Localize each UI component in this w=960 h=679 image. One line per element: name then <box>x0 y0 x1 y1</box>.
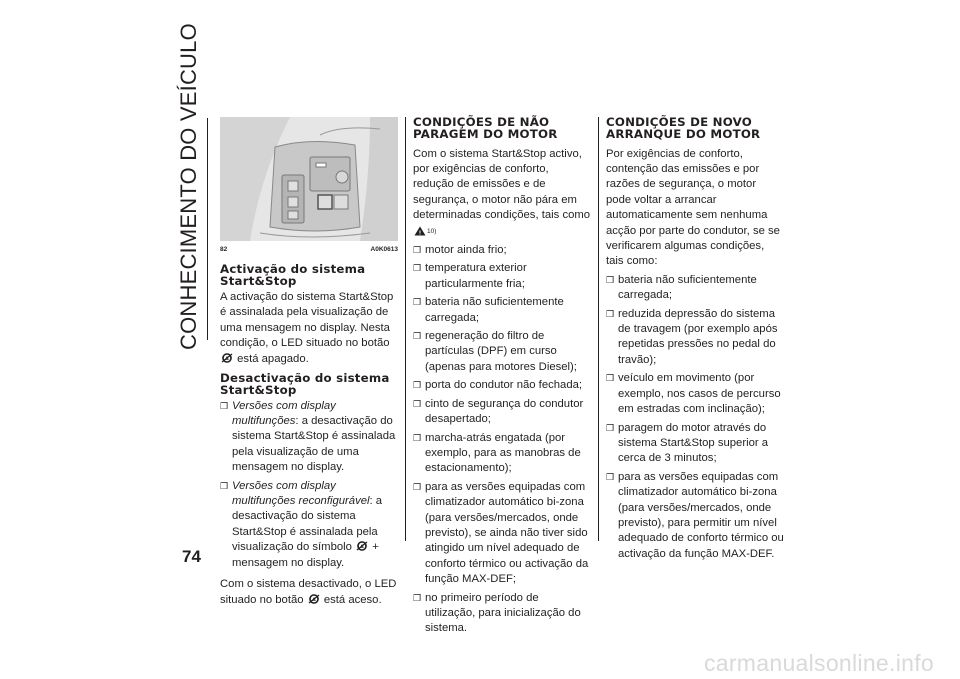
dashboard-figure <box>220 117 398 241</box>
figure-number: 82 <box>220 246 228 253</box>
checkbox-bullet-icon: ❒ <box>413 297 422 308</box>
section-title: CONHECIMENTO DO VEÍCULO <box>176 23 201 350</box>
list-item: ❒ paragem do motor através do sistema Start&Stop superior a cerca de 3 minutos; <box>606 421 769 465</box>
checkbox-bullet-icon: ❒ <box>220 480 229 491</box>
figure-code: A0K0613 <box>370 246 398 253</box>
svg-text:A: A <box>360 545 364 551</box>
checkbox-bullet-icon: ❒ <box>413 331 422 342</box>
list-item: ❒ temperatura exterior particularmente fria; <box>413 262 527 290</box>
list-item: ❒ regeneração do filtro de partículas (DPF) em curso (apenas para motores Diesel); <box>413 330 577 373</box>
list-item: ❒ motor ainda frio; <box>413 243 591 258</box>
checkbox-bullet-icon: ❒ <box>413 380 422 391</box>
warning-triangle-icon <box>414 226 426 236</box>
list-item: ❒ reduzida depressão do sistema de travagem (por exemplo após repetidas pressões no pedal do travão); <box>606 307 778 366</box>
column-1 <box>220 117 398 611</box>
paragraph-deactivated: Com o sistema desactivado, o LED situado no botão A está aceso. <box>220 578 397 606</box>
column-divider <box>598 117 599 541</box>
list-item: ❒ porta do condutor não fechada; <box>413 378 591 393</box>
list-item: ❒ Versões com display multifunções: a desactivação do sistema Start&Stop é assinalada pela visualização de uma mensagem no display. <box>220 399 396 474</box>
deactivation-list <box>220 399 398 571</box>
checkbox-bullet-icon: ❒ <box>606 373 615 384</box>
list-item: ❒ veículo em movimento (por exemplo, nos casos de percurso em estradas com inclinação); <box>606 372 781 416</box>
paragraph-no-stop-intro: Com o sistema Start&Stop activo, por exigências de conforto, redução de emissões e de segurança, o motor não pára em determinadas condições, tais como ! 10) <box>413 147 591 236</box>
checkbox-bullet-icon: ❒ <box>606 274 615 285</box>
list-item: ❒ bateria não suficientemente carregada; <box>606 273 757 302</box>
checkbox-bullet-icon: ❒ <box>413 592 422 603</box>
checkbox-bullet-icon: ❒ <box>413 432 422 443</box>
list-item: ❒ Versões com display multifunções reconfigurável: a desactivação do sistema Start&Stop é assinalada pela visualização do símbolo A + mensagem no display. <box>220 479 383 569</box>
start-stop-button-icon <box>308 594 320 604</box>
reference-number: 10) <box>427 227 437 235</box>
list-item: ❒ no primeiro período de utilização, para inicialização do sistema. <box>413 591 581 635</box>
list-item: ❒ cinto de segurança do condutor desapertado; <box>413 397 584 426</box>
svg-text:!: ! <box>418 230 422 236</box>
heading-activation: Activação do sistema Start&Stop <box>220 262 366 289</box>
svg-text:A: A <box>311 597 316 603</box>
console-illustration <box>220 117 398 241</box>
heading-no-stop-conditions: CONDIÇÕES DE NÃO PARAGEM DO MOTOR <box>413 115 558 141</box>
figure-caption <box>220 242 398 257</box>
column-3 <box>606 117 784 565</box>
list-item: ❒ para as versões equipadas com climatizador automático bi-zona (para versões/mercados, onde previsto), se ainda não tiver sido atingido um nível adequado de conforto térmico ou activação da função MAX-DEF; <box>413 480 589 586</box>
checkbox-bullet-icon: ❒ <box>413 245 422 256</box>
list-item: ❒ marcha-atrás engatada (por exemplo, para as manobras de estacionamento); <box>413 431 581 475</box>
page-number: 74 <box>182 547 201 566</box>
paragraph-restart-intro: Por exigências de conforto, contenção das emissões e por razões de segurança, o motor pode voltar a arrancar automaticamente sem nenhuma acção por parte do condutor, se se verificarem algumas condições, tais como: <box>606 147 780 268</box>
heading-deactivation: Desactivação do sistema Start&Stop <box>220 371 390 397</box>
no-stop-list <box>413 243 591 637</box>
checkbox-bullet-icon: ❒ <box>413 481 422 492</box>
checkbox-bullet-icon: ❒ <box>606 471 615 482</box>
paragraph-activation: A activação do sistema Start&Stop é assinalada pela visualização de uma mensagem no display. Nesta condição, o LED situado no botão A está apagado. <box>220 291 394 365</box>
heading-restart-conditions: CONDIÇÕES DE NOVO ARRANQUE DO MOTOR <box>606 115 761 141</box>
list-item: ❒ para as versões equipadas com climatizador automático bi-zona (para versões/mercados, onde previsto), para permitir um nível adequado de conforto térmico ou activação da função MAX-DEF. <box>606 470 784 560</box>
start-stop-button-icon <box>356 541 368 551</box>
column-divider <box>405 117 406 541</box>
start-stop-button-icon <box>221 353 233 363</box>
checkbox-bullet-icon: ❒ <box>413 263 422 274</box>
checkbox-bullet-icon: ❒ <box>220 400 229 411</box>
svg-text:A: A <box>225 356 229 362</box>
column-2 <box>413 117 591 640</box>
section-rule <box>207 118 208 340</box>
watermark: carmanualsonline.info <box>703 650 934 676</box>
checkbox-bullet-icon: ❒ <box>606 422 615 433</box>
checkbox-bullet-icon: ❒ <box>413 398 422 409</box>
list-item: ❒ bateria não suficientemente carregada; <box>413 296 564 324</box>
checkbox-bullet-icon: ❒ <box>606 308 615 319</box>
restart-list <box>606 273 784 562</box>
